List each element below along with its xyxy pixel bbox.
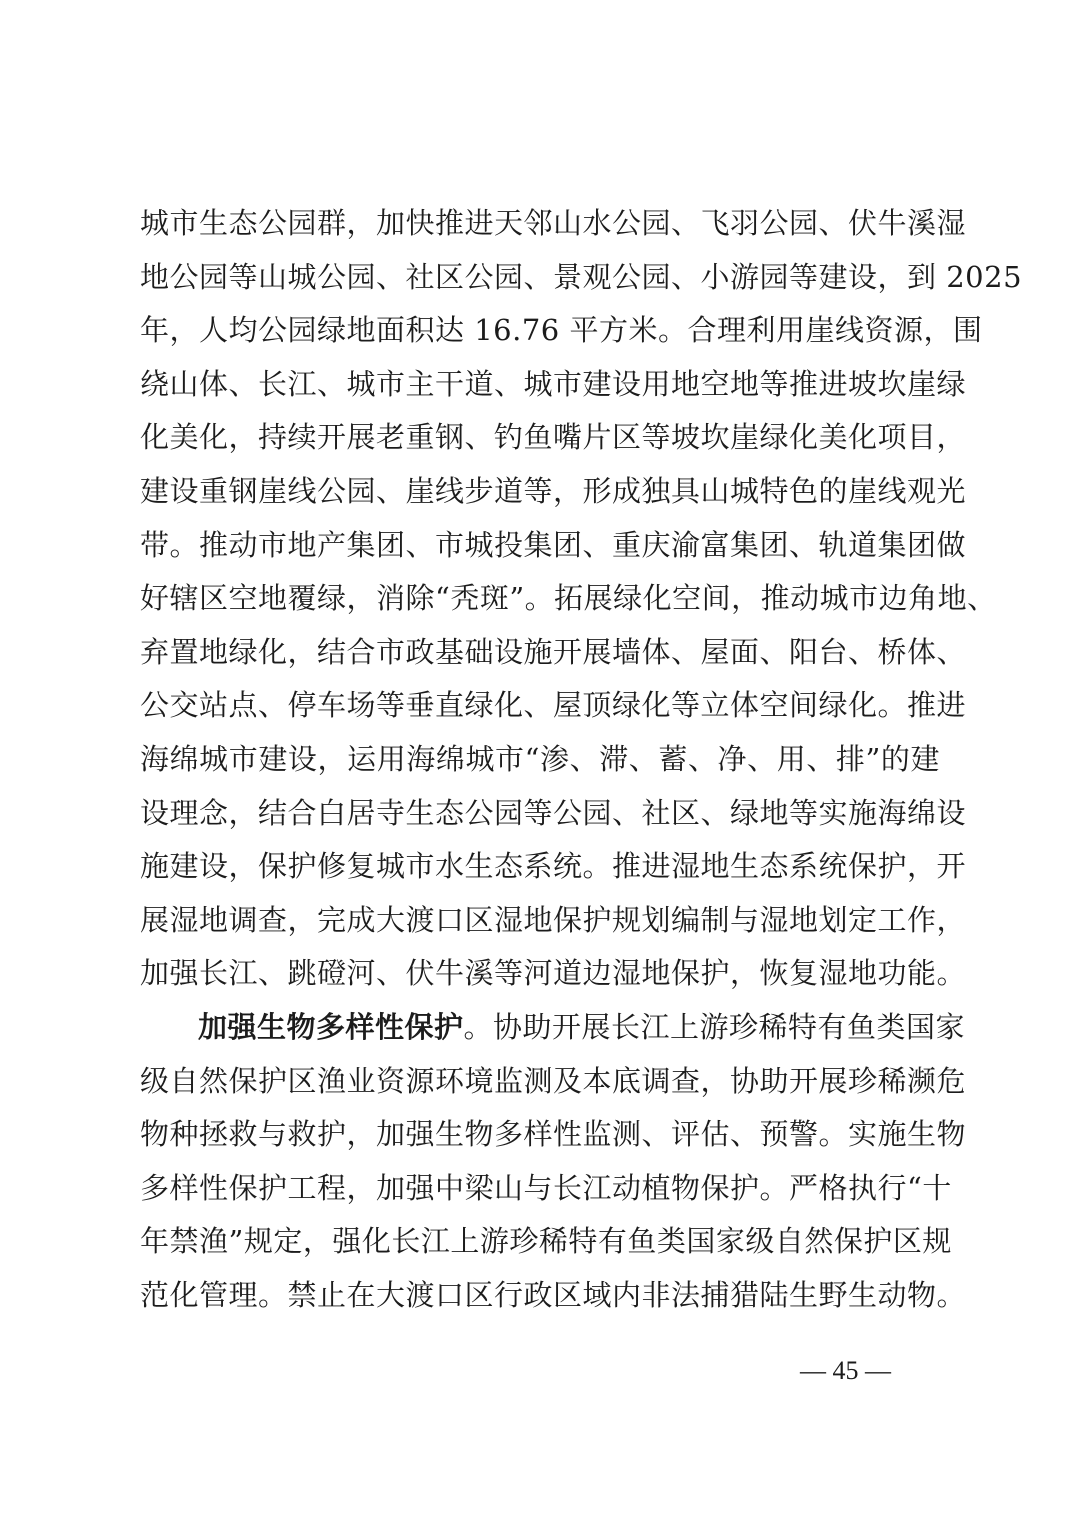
- text-line: 加强长江、跳磴河、伏牛溪等河道边湿地保护，恢复湿地功能。: [140, 956, 967, 991]
- text-line: 设理念，结合白居寺生态公园等公园、社区、绿地等实施海绵设: [140, 795, 967, 830]
- paragraph-urban-greening: [140, 197, 1023, 1001]
- text-line: 物种拯救与救护，加强生物多样性监测、评估、预警。实施生物: [140, 1117, 967, 1152]
- text-line: 多样性保护工程，加强中梁山与长江动植物保护。严格执行“十: [140, 1170, 952, 1205]
- text-line: 施建设，保护修复城市水生态系统。推进湿地生态系统保护，开: [140, 849, 967, 884]
- text-line: 年禁渔”规定，强化长江上游珍稀特有鱼类国家级自然保护区规: [140, 1224, 952, 1259]
- text-line: 展湿地调查，完成大渡口区湿地保护规划编制与湿地划定工作，: [140, 902, 967, 937]
- text-line: 建设重钢崖线公园、崖线步道等，形成独具山城特色的崖线观光: [140, 473, 967, 508]
- text-line-rest: 。协助开展长江上游珍稀特有鱼类国家: [463, 1009, 966, 1044]
- text-line: 弃置地绿化，结合市政基础设施开展墙体、屋面、阳台、桥体、: [140, 634, 967, 669]
- text-line-first: [140, 1001, 966, 1055]
- text-line: 城市生态公园群，加快推进天邻山水公园、飞羽公园、伏牛溪湿: [140, 206, 967, 240]
- body-text: [140, 197, 1023, 1322]
- text-line: 绕山体、长江、城市主干道、城市建设用地空地等推进坡坎崖绿: [140, 366, 967, 401]
- text-line: 级自然保护区渔业资源环境监测及本底调查，协助开展珍稀濒危: [140, 1063, 967, 1098]
- text-line: 海绵城市建设，运用海绵城市“渗、滞、蓄、净、用、排”的建: [140, 741, 940, 776]
- page-number: — 45 —: [800, 1356, 891, 1385]
- text-line: 公交站点、停车场等垂直绿化、屋顶绿化等立体空间绿化。推进: [140, 688, 967, 723]
- text-line: 带。推动市地产集团、市城投集团、重庆渝富集团、轨道集团做: [140, 527, 967, 562]
- text-line: 好辖区空地覆绿，消除“秃斑”。拓展绿化空间，推动城市边角地、: [140, 581, 997, 616]
- paragraph-biodiversity: [140, 1001, 967, 1323]
- text-line: 化美化，持续开展老重钢、钓鱼嘴片区等坡坎崖绿化美化项目，: [140, 420, 967, 455]
- text-line: 年，人均公园绿地面积达 16.76 平方米。合理利用崖线资源，围: [140, 313, 983, 348]
- text-line: 地公园等山城公园、社区公园、景观公园、小游园等建设，到 2025: [140, 259, 1023, 294]
- text-line: 范化管理。禁止在大渡口区行政区域内非法捕猎陆生野生动物。: [140, 1277, 967, 1312]
- paragraph-lead-heading: 加强生物多样性保护: [198, 1009, 464, 1044]
